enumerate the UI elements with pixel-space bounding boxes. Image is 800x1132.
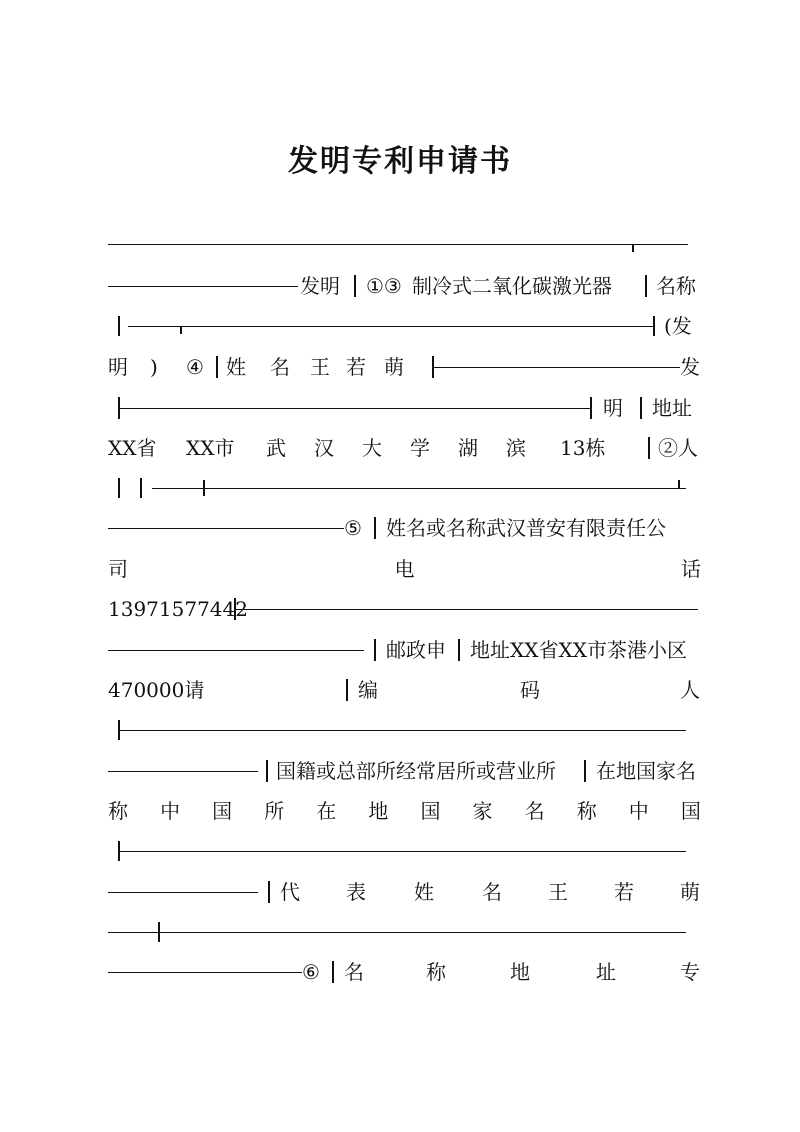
word: 萌	[384, 355, 404, 379]
form-tick	[632, 244, 634, 252]
form-rule	[108, 286, 298, 287]
field-label-invention-open: (发	[664, 314, 692, 338]
field-divider	[354, 275, 356, 297]
nationality-label-tail: 在地国家名	[596, 759, 696, 783]
address-part: 武	[266, 436, 286, 460]
section-marker: ⑥	[302, 960, 320, 984]
word: 代	[280, 880, 300, 904]
form-tick	[180, 326, 182, 334]
field-divider	[346, 679, 348, 701]
form-tick	[203, 480, 205, 496]
field-divider	[140, 478, 142, 498]
word: 专	[680, 960, 700, 984]
word: 地	[510, 960, 530, 984]
phone-value: 13971577442	[108, 597, 248, 621]
word: 若	[614, 880, 634, 904]
field-label-invention: 发明	[300, 274, 340, 298]
address-part: XX市	[186, 436, 235, 460]
field-code-markers: ①③	[366, 274, 402, 298]
word: 电	[394, 557, 415, 581]
form-tick	[158, 922, 160, 942]
field-divider	[374, 639, 376, 661]
word: 名	[270, 355, 290, 379]
word: 王	[310, 355, 330, 379]
word: 司	[108, 557, 128, 581]
word: 若	[346, 355, 366, 379]
word: 明	[108, 355, 128, 379]
word: 称	[576, 799, 597, 823]
word: 码	[520, 678, 540, 702]
word: 址	[596, 960, 616, 984]
justified-line	[108, 554, 701, 584]
word: 名	[524, 799, 545, 823]
section-marker: ⑤	[344, 516, 362, 540]
field-divider	[645, 275, 647, 297]
form-rule	[108, 528, 344, 529]
word: 编	[358, 678, 378, 702]
word: ④	[186, 355, 204, 379]
word: 明	[603, 396, 623, 420]
form-rule	[108, 892, 258, 893]
word: 称	[108, 799, 128, 823]
form-rule	[120, 730, 686, 731]
form-rule	[434, 367, 680, 368]
field-divider	[268, 881, 270, 903]
word: 名	[344, 960, 364, 984]
nationality-label: 国籍或总部所经常居所或营业所	[276, 759, 556, 783]
word: 姓	[226, 355, 246, 379]
word: 国	[680, 799, 701, 823]
form-rule	[108, 244, 688, 245]
form-rule	[108, 932, 686, 933]
word: 家	[472, 799, 493, 823]
form-rule	[120, 851, 686, 852]
field-divider	[648, 437, 650, 459]
word: 名	[482, 880, 502, 904]
applicant-name-value: 姓名或名称武汉普安有限责任公	[386, 516, 666, 540]
form-rule	[108, 972, 302, 973]
form-rule	[236, 609, 698, 610]
form-rule	[152, 488, 686, 489]
form-rule	[128, 326, 653, 327]
word: 地	[368, 799, 389, 823]
word: 所	[264, 799, 285, 823]
address-part: 湖	[458, 436, 478, 460]
form-tick	[678, 480, 680, 488]
form-rule	[108, 771, 258, 772]
word: 称	[426, 960, 446, 984]
justified-line	[108, 796, 701, 826]
word: 在	[316, 799, 337, 823]
field-divider	[374, 517, 376, 539]
field-divider	[640, 397, 642, 419]
address-part: 13栋	[560, 436, 606, 460]
field-divider	[653, 316, 655, 336]
field-label-name: 名称	[656, 274, 696, 298]
address-value: 地址XX省XX市茶港小区	[470, 638, 687, 662]
word: 姓	[414, 880, 434, 904]
address-part: 滨	[506, 436, 526, 460]
field-divider	[216, 356, 218, 378]
form-rule	[120, 408, 590, 409]
address-part: XX省	[108, 436, 157, 460]
word: 人	[680, 678, 700, 702]
word: 470000请	[108, 678, 205, 702]
word: 国	[212, 799, 233, 823]
word: 地址	[652, 396, 692, 420]
postal-label: 邮政申	[386, 638, 446, 662]
address-part: 学	[410, 436, 430, 460]
field-divider	[584, 760, 586, 782]
form-rule	[108, 650, 364, 651]
word: 国	[420, 799, 441, 823]
word: 中	[160, 799, 181, 823]
word: 话	[681, 557, 701, 581]
address-part: ②人	[658, 436, 698, 460]
field-divider	[118, 316, 120, 336]
field-divider	[118, 478, 120, 498]
word: 表	[346, 880, 366, 904]
invention-name-value: 制冷式二氧化碳激光器	[412, 274, 612, 298]
word: 中	[628, 799, 649, 823]
word: 王	[548, 880, 568, 904]
field-divider	[458, 639, 460, 661]
word: )	[150, 355, 158, 379]
field-divider	[590, 397, 592, 419]
address-part: 大	[362, 436, 382, 460]
word: 萌	[680, 880, 700, 904]
document-title: 发明专利申请书	[288, 144, 512, 179]
field-divider	[332, 961, 334, 983]
address-part: 汉	[314, 436, 334, 460]
field-divider	[266, 760, 268, 782]
word: 发	[680, 355, 700, 379]
